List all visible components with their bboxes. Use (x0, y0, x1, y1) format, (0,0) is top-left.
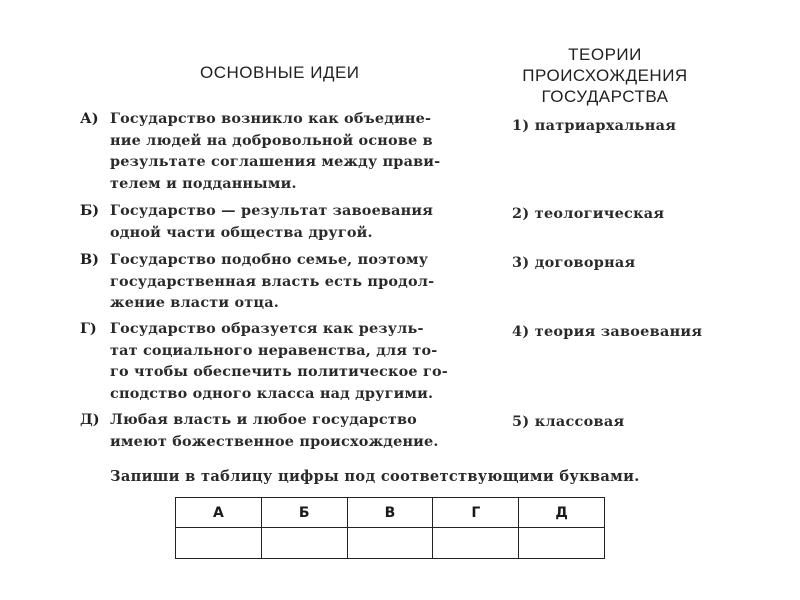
theories-heading-line-3: ГОСУДАРСТВА (541, 87, 669, 106)
answer-cell-b[interactable] (261, 528, 347, 559)
idea-line: Государство образуется как резуль- (110, 320, 424, 337)
idea-letter: Д) (80, 411, 100, 428)
idea-letter: Б) (80, 202, 100, 219)
answer-header-g: Г (433, 498, 519, 528)
idea-text (110, 318, 540, 404)
idea-line: ние людей на добровольной основе в (110, 131, 433, 149)
answer-table-input-row (176, 528, 605, 559)
idea-line: Государство подобно семье, поэтому (110, 251, 429, 268)
theory-4: 4) теория завоевания (512, 323, 703, 340)
idea-line: телем и подданными. (110, 174, 297, 192)
answer-cell-d[interactable] (519, 528, 605, 559)
theories-heading-line-1: ТЕОРИИ (568, 45, 642, 64)
idea-line: Государство возникло как объедине- (110, 110, 432, 127)
idea-line: тат социального неравенства, для то- (110, 341, 438, 359)
answer-header-a: А (176, 498, 262, 528)
theories-heading-line-2: ПРОИСХОЖДЕНИЯ (522, 66, 688, 85)
answer-cell-v[interactable] (347, 528, 433, 559)
theory-2: 2) теологическая (512, 205, 665, 222)
answer-table-header-row (176, 498, 605, 528)
idea-text (110, 108, 540, 194)
idea-line: одной части общества другой. (110, 223, 373, 241)
theory-3: 3) договорная (512, 254, 636, 271)
idea-line: результате соглашения между прави- (110, 153, 441, 170)
ideas-heading: ОСНОВНЫЕ ИДЕИ (200, 63, 360, 82)
idea-line: имеют божественное происхождение. (110, 432, 439, 450)
idea-letter: В) (80, 251, 99, 268)
idea-line: жение власти отца. (110, 294, 279, 311)
instruction-text: Запиши в таблицу цифры под соответствующими буквами. (110, 468, 640, 485)
idea-letter: А) (80, 110, 99, 127)
idea-text (110, 249, 540, 314)
idea-line: Любая власть и любое государство (110, 411, 417, 428)
theories-heading (500, 44, 710, 107)
theory-1: 1) патриархальная (512, 117, 677, 134)
answer-cell-a[interactable] (176, 528, 262, 559)
idea-line: государственная власть есть продол- (110, 272, 435, 290)
answer-header-v: В (347, 498, 433, 528)
answer-cell-g[interactable] (433, 528, 519, 559)
idea-line: Государство — результат завоевания (110, 202, 434, 219)
theory-5: 5) классовая (512, 413, 625, 430)
answer-table (175, 497, 605, 559)
idea-text (110, 409, 540, 452)
answer-header-b: Б (261, 498, 347, 528)
idea-line: сподство одного класса над другими. (110, 384, 434, 402)
answer-header-d: Д (519, 498, 605, 528)
idea-letter: Г) (80, 320, 97, 337)
idea-text (110, 200, 540, 243)
idea-line: го чтобы обеспечить политическое го- (110, 363, 448, 380)
